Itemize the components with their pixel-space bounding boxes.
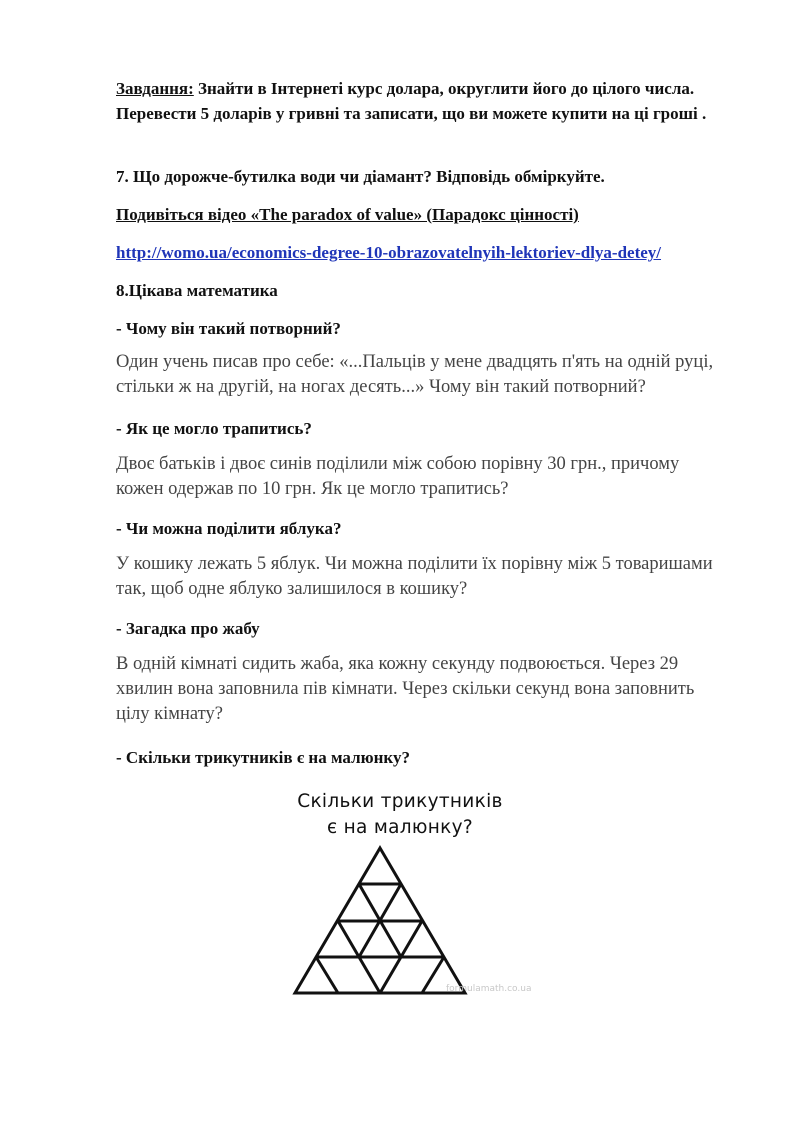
video-text: Подивіться відео «The paradox of value» (Парадокс цінності) (116, 205, 579, 224)
puzzle-3-text: У кошику лежать 5 яблук. Чи можна поділити їх порівну між 5 товаришами так, щоб одне яблуко залишилося в кошику? (116, 554, 713, 599)
task-text: Знайти в Інтернеті курс долара, округлити його до цілого числа. Перевести 5 доларів у гривні та записати, що ви можете купити на ці гроші . (116, 79, 707, 123)
puzzle-4-text: В одній кімнаті сидить жаба, яка кожну секунду подвоюється. Через 29 хвилин вона заповнила пів кімнати. Через скільки секунд вона заповнить цілу кімнату? (116, 654, 695, 724)
line-diag-5 (316, 957, 338, 993)
puzzle-2-text: Двоє батьків і двоє синів поділили між собою порівну 30 грн., причому кожен одержав по 10 грн. Як це могло трапитись? (116, 454, 680, 499)
figure-title-line1: Скільки трикутників (297, 791, 503, 812)
puzzle-5-title: - Скільки трикутників є на малюнку? (116, 748, 410, 767)
task-paragraph (116, 76, 726, 126)
puzzle-3-title: - Чи можна поділити яблука? (116, 519, 342, 538)
q7-heading: 7. Що дорожче-бутилка води чи діамант? Відповідь обміркуйте. (116, 167, 605, 186)
puzzle-1-text: Один учень писав про себе: «...Пальців у мене двадцять п'ять на одній руці, стільки ж на другій, на ногах десять...» Чому він такий потворний? (116, 352, 714, 397)
triangles-drawing (250, 785, 550, 1000)
puzzle-4-title: - Загадка про жабу (116, 619, 260, 638)
figure-title-line2: є на малюнку? (327, 817, 473, 838)
figure-watermark: formulamath.co.ua (446, 984, 532, 994)
math-heading: 8.Цікава математика (116, 281, 278, 300)
triangles-figure (250, 785, 550, 1000)
video-link[interactable]: http://womo.ua/economics-degree-10-obrazovatelnyih-lektoriev-dlya-detey/ (116, 243, 662, 262)
puzzle-1-title: - Чому він такий потворний? (116, 319, 341, 338)
puzzle-2-title: - Як це могло трапитись? (116, 419, 312, 438)
task-label: Завдання: (116, 79, 194, 98)
video-link-line (116, 240, 726, 266)
line-diag-6 (422, 957, 444, 993)
